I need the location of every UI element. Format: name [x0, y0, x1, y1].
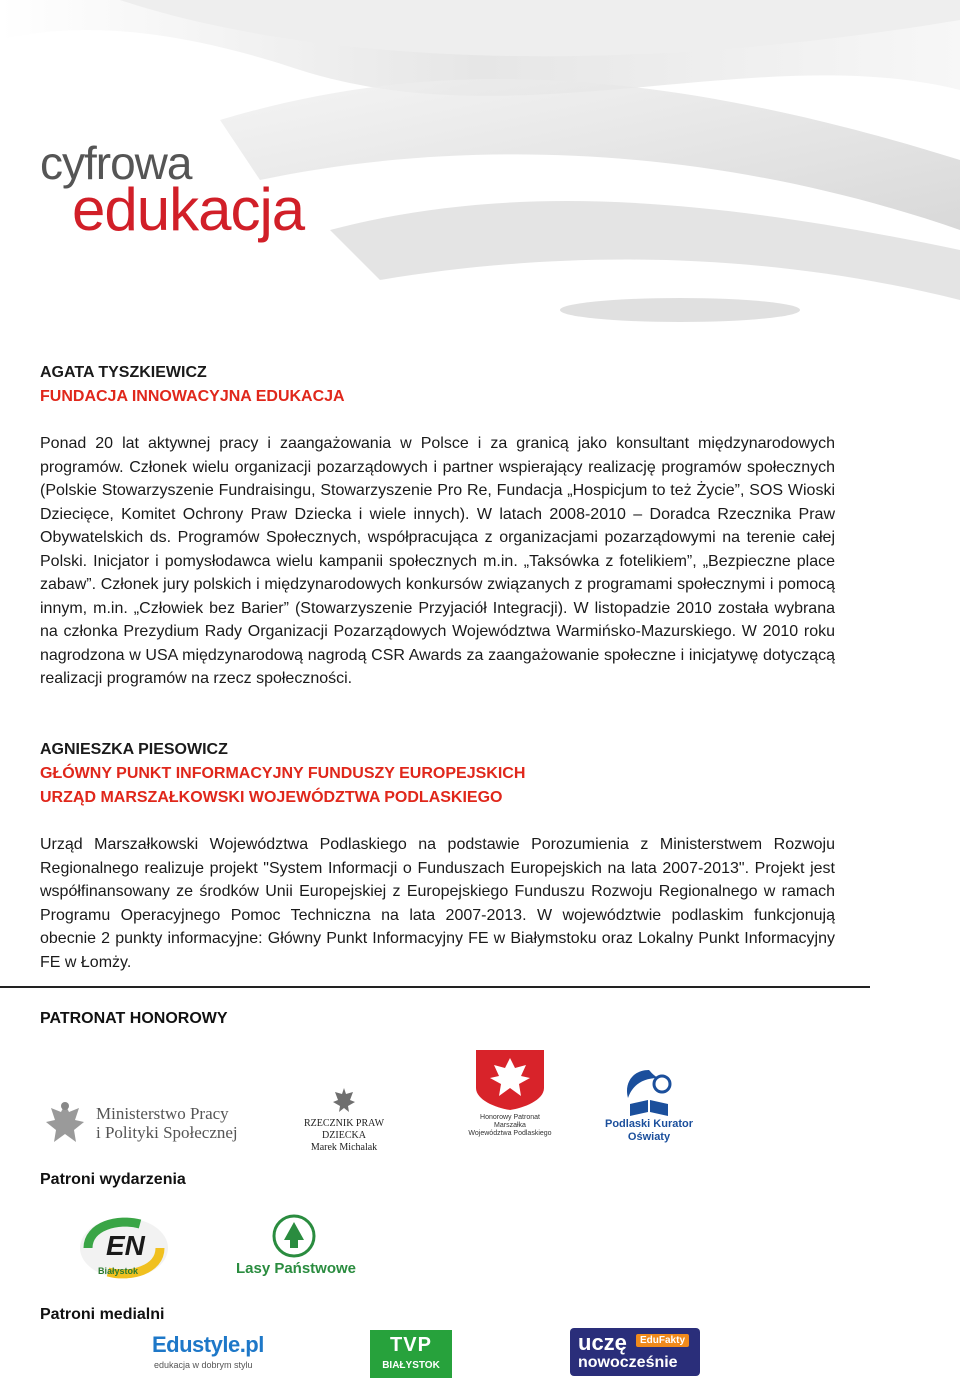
tvp-sub: BIAŁYSTOK [382, 1360, 440, 1371]
rpd-line1: RZECZNIK PRAW DZIECKA [303, 1118, 385, 1141]
person1-bio: Ponad 20 lat aktywnej pracy i zaangażowania w Polsce i za granicą jako konsultant międzynarodowych programów. Członek wielu organizacji pozarządowych i partner wspierający realizację programów społecznych (Polskie Stowarzyszenie Fundraisingu, Stowarzyszenie Pro Re, Fundacja „Hospicjum to też Życie”, SOS Wioski Dziecięce, Komitet Ochrony Praw Dziecka i wiele innych). W latach 2008-2010 – Doradca Rzecznika Praw Obywatelskich ds. Programów Społecznych, współpracująca z organizacjami pozarządowymi na terenie całej Polski. Inicjator i pomysłodawca wielu kampanii społecznych m.in. „Taksówka z fotelikiem”, „Bezpieczne place zabaw”. Członek jury polskich i międzynarodowych konkursów związanych z programami społecznymi i pomocą innym, m.in. „Człowiek bez Barier” (Stowarzyszenie Przyjaciół Integracji). W listopadzie 2010 została wybrana na członka Prezydium Rady Organizacji Pozarządowych Województwa Warmińsko-Mazurskiego. W 2010 roku nagrodzona w USA międzynarodową nagrodą CSR Awards za zaangażowanie społeczne i inicjatywę dotyczącą realizacji programów na rzecz społeczności. [40, 435, 835, 687]
marszalek-line1: Honorowy Patronat [480, 1114, 540, 1121]
ministry-logo [44, 1098, 244, 1148]
divider-line [0, 986, 870, 988]
edustyle-text: Edustyle.pl [152, 1332, 264, 1357]
person2-name: AGNIESZKA PIESOWICZ [40, 741, 228, 758]
ucze-nowoczesnie-logo [570, 1328, 700, 1376]
marszalek-line3: Województwa Podlaskiego [468, 1130, 552, 1137]
edustyle-sub: edukacja w dobrym stylu [154, 1360, 253, 1370]
en-sub: Białystok [98, 1266, 139, 1276]
ministry-line1: Ministerstwo Pracy [96, 1104, 229, 1123]
person1-name: AGATA TYSZKIEWICZ [40, 364, 207, 381]
ministry-line2: i Polityki Społecznej [96, 1123, 238, 1142]
person2-org1: GŁÓWNY PUNKT INFORMACYJNY FUNDUSZY EUROPEJSKICH [40, 765, 526, 782]
brand-logo-line2: edukacja [72, 176, 305, 243]
tvp-text: TVP [390, 1334, 432, 1356]
marszalek-line2: Marszałka [494, 1122, 526, 1129]
event-patrons-title: Patroni wydarzenia [40, 1171, 186, 1188]
eagle-emblem-icon [44, 1100, 86, 1146]
en-text: EN [106, 1230, 145, 1261]
honorary-patronage-title: PATRONAT HONOROWY [40, 1010, 228, 1027]
ucze-text: uczę [578, 1330, 627, 1355]
lasy-panstwowe-logo [228, 1214, 364, 1284]
kurator-logo [604, 1066, 694, 1146]
edustyle-logo [152, 1332, 262, 1376]
coat-of-arms-icon [474, 1048, 546, 1110]
rpd-line2: Marek Michalak [310, 1142, 378, 1153]
person2-bio: Urząd Marszałkowski Województwa Podlaskiego na podstawie Porozumienia z Ministerstwem Rozwoju Regionalnego realizuje projekt "System Informacji o Funduszach Europejskich na lata 2007-2013". Projekt jest współfinansowany ze środków Unii Europejskiej z Europejskiego Funduszu Rozwoju Regionalnego w ramach Programu Operacyjnego Pomoc Techniczna na lata 2007-2013. W województwie podlaskim funkcjonują obecnie 2 punkty informacyjne: Główny Punkt Informacyjny FE w Białymstoku oraz Lokalny Punkt Informacyjny FE w Łomży. [40, 836, 835, 971]
rpd-logo [282, 1086, 406, 1153]
tvp-bialystok-logo [370, 1330, 452, 1378]
kurator-line1: Podlaski Kurator [604, 1118, 694, 1130]
en-bialystok-logo [78, 1216, 170, 1282]
person2-org2: URZĄD MARSZAŁKOWSKI WOJEWÓDZTWA PODLASKIEGO [40, 789, 503, 806]
lasy-text: Lasy Państwowe [235, 1260, 357, 1277]
tree-emblem-icon [272, 1214, 316, 1258]
media-patrons-title: Patroni medialni [40, 1306, 165, 1323]
kurator-line2: Oświaty [627, 1131, 671, 1143]
ucze-badge: EduFakty [636, 1334, 689, 1347]
book-swoosh-icon [618, 1066, 680, 1116]
ucze-sub: nowocześnie [578, 1354, 678, 1371]
brand-logo-line1: cyfrowa [40, 137, 192, 189]
eagle-crest-icon [332, 1086, 356, 1114]
marszalek-logo [470, 1048, 550, 1140]
person1-org: FUNDACJA INNOWACYJNA EDUKACJA [40, 388, 345, 405]
